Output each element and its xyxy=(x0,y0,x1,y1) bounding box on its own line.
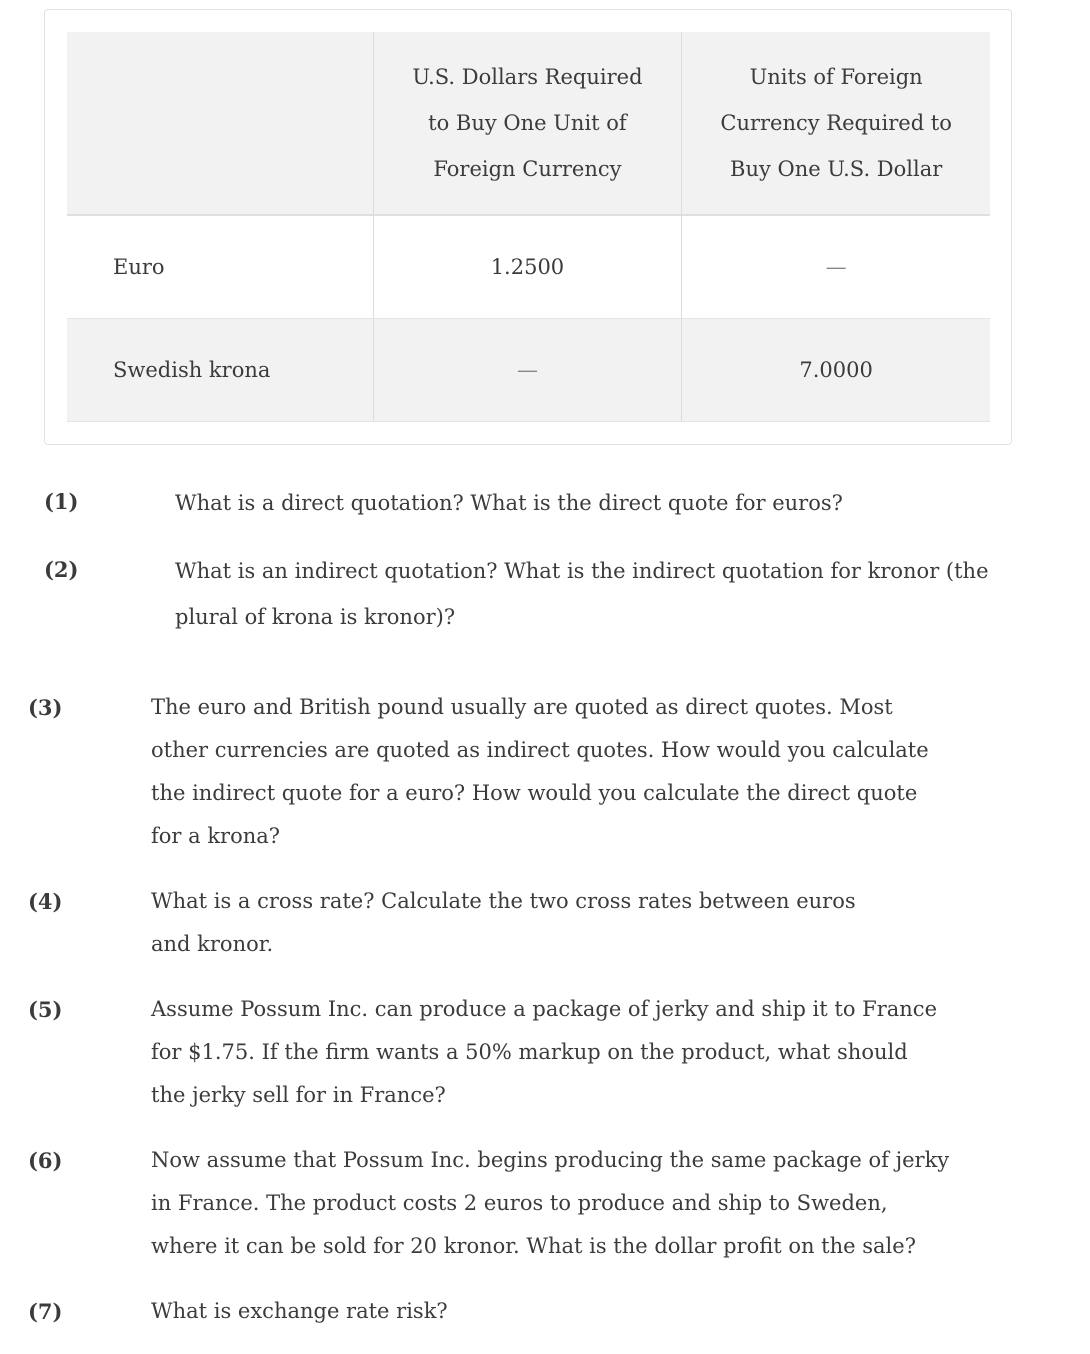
currency-name: Swedish krona xyxy=(67,319,373,422)
question-text: What is a cross rate? Calculate the two cross rates between euros and kronor. xyxy=(151,889,856,956)
question-number: (2) xyxy=(44,557,79,582)
question-number: (1) xyxy=(44,489,79,514)
header-currency xyxy=(67,32,373,215)
question-6 xyxy=(28,1139,958,1268)
table-row xyxy=(67,319,990,422)
header-usd-per-unit-line-1: U.S. Dollars Required xyxy=(412,65,643,89)
question-4 xyxy=(28,880,958,966)
header-units-per-usd-line-2: Currency Required to xyxy=(720,111,952,135)
question-text: The euro and British pound usually are quoted as direct quotes. Most other currencies are quoted as indirect quotes. How would you calculate the indirect quote for a euro? How would you calculate the direct quote for a krona? xyxy=(151,695,929,848)
question-text: What is exchange rate risk? xyxy=(151,1299,448,1323)
exchange-rate-table xyxy=(67,32,990,422)
question-number: (3) xyxy=(28,695,63,720)
usd-per-unit-value: — xyxy=(373,319,682,422)
question-3 xyxy=(28,686,958,858)
header-units-per-usd xyxy=(682,32,990,215)
question-1 xyxy=(44,480,1014,526)
table-header-row xyxy=(67,32,990,215)
question-2 xyxy=(44,548,1014,640)
units-per-usd-value: — xyxy=(682,215,990,319)
units-per-usd-value: 7.0000 xyxy=(682,319,990,422)
question-7 xyxy=(28,1290,958,1333)
table-row xyxy=(67,215,990,319)
question-5 xyxy=(28,988,958,1117)
header-usd-per-unit-line-3: Foreign Currency xyxy=(433,157,622,181)
usd-per-unit-value: 1.2500 xyxy=(373,215,682,319)
question-text: What is an indirect quotation? What is the indirect quotation for kronor (the plural of krona is kronor)? xyxy=(175,559,989,629)
question-number: (6) xyxy=(28,1148,63,1173)
question-text: What is a direct quotation? What is the direct quote for euros? xyxy=(175,491,843,515)
question-number: (5) xyxy=(28,997,63,1022)
header-usd-per-unit-line-2: to Buy One Unit of xyxy=(428,111,627,135)
question-text: Assume Possum Inc. can produce a package of jerky and ship it to France for $1.75. If the firm wants a 50% markup on the product, what should the jerky sell for in France? xyxy=(151,997,937,1107)
header-units-per-usd-line-1: Units of Foreign xyxy=(749,65,923,89)
question-number: (4) xyxy=(28,889,63,914)
header-usd-per-unit xyxy=(373,32,682,215)
exchange-rate-table-card xyxy=(44,9,1012,445)
question-text: Now assume that Possum Inc. begins producing the same package of jerky in France. The product costs 2 euros to produce and ship to Sweden, where it can be sold for 20 kronor. What is the dollar profit on the sale? xyxy=(151,1148,950,1258)
currency-name: Euro xyxy=(67,215,373,319)
header-units-per-usd-line-3: Buy One U.S. Dollar xyxy=(730,157,943,181)
question-number: (7) xyxy=(28,1299,63,1324)
